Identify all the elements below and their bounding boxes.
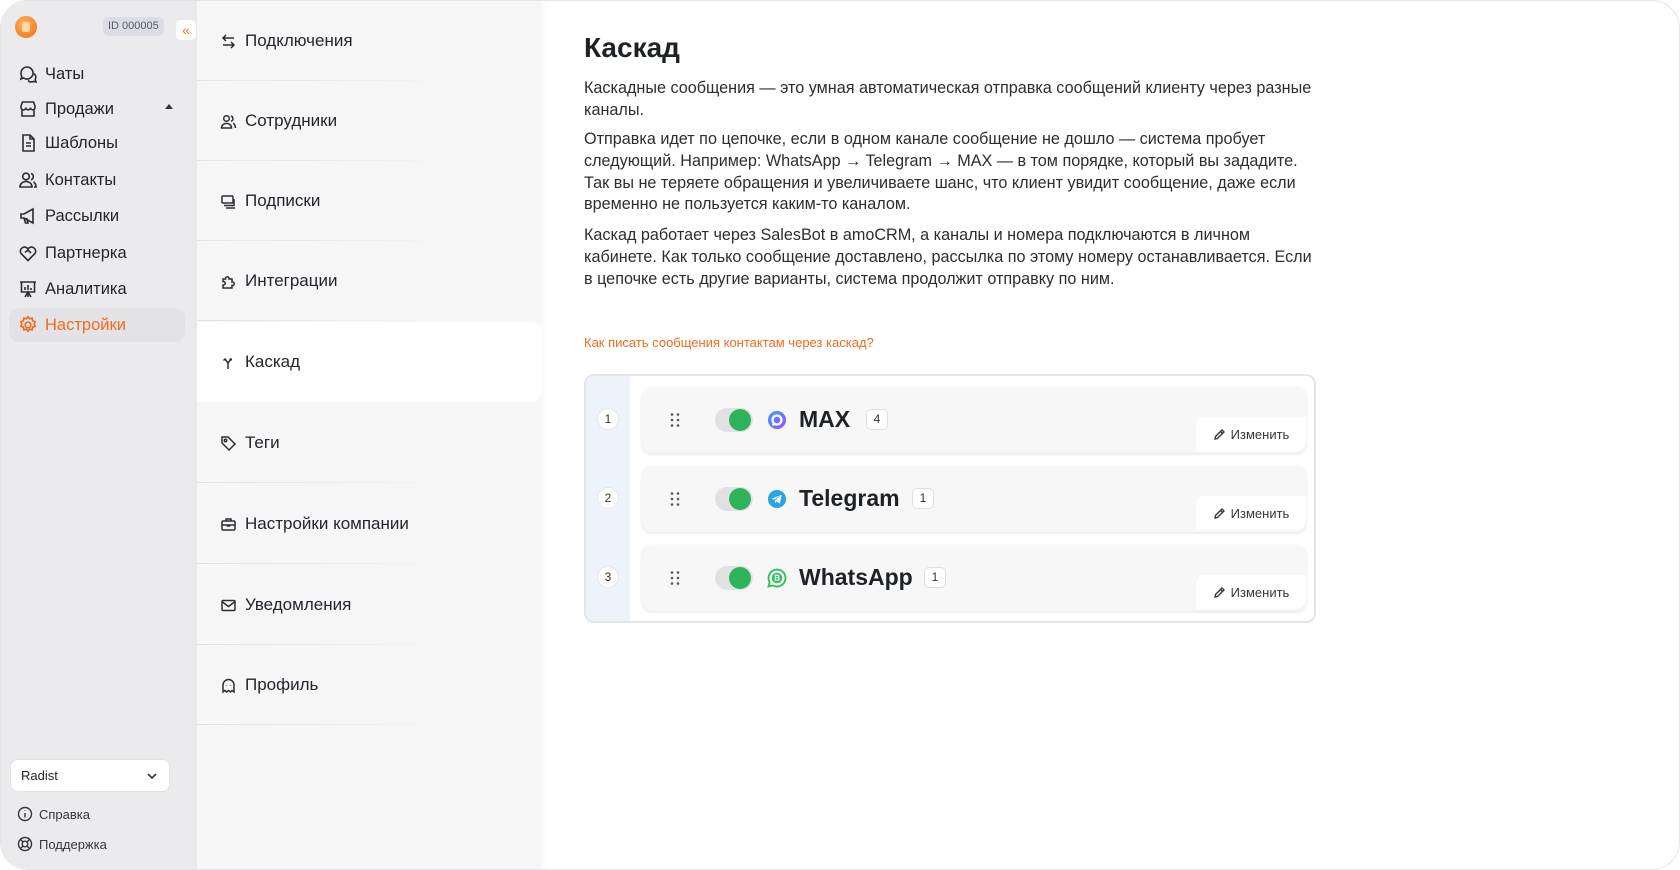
help-link[interactable] <box>17 804 90 824</box>
settings-item-label: Каскад <box>245 352 301 371</box>
sidebar-item-label: Аналитика <box>45 279 127 298</box>
page-title: Каскад <box>584 32 680 63</box>
step-number: 3 <box>597 566 619 588</box>
arrows-exchange-icon <box>219 32 237 50</box>
edit-channel-button[interactable] <box>1196 496 1306 530</box>
settings-item-label: Сотрудники <box>245 111 338 130</box>
sidebar-item-label: Шаблоны <box>45 133 118 152</box>
chevron-up-icon[interactable] <box>165 104 173 109</box>
channel-enabled-toggle[interactable] <box>715 408 753 432</box>
settings-item-cascade[interactable] <box>197 322 541 402</box>
settings-item-label: Интеграции <box>245 271 338 290</box>
step-number: 2 <box>597 487 619 509</box>
pencil-icon <box>1213 428 1226 441</box>
toggle-knob <box>729 567 751 589</box>
sidebar-item-label: Рассылки <box>45 206 120 225</box>
toggle-knob <box>729 409 751 431</box>
ghost-icon <box>219 676 237 694</box>
pencil-icon <box>1213 586 1226 599</box>
briefcase-icon <box>219 515 237 533</box>
settings-item-label: Теги <box>245 433 280 452</box>
step-number: 1 <box>597 408 619 430</box>
users-icon <box>17 169 39 191</box>
account-id-badge: ID 000005 <box>103 17 164 36</box>
sidebar-item-sales[interactable] <box>9 92 185 126</box>
sidebar-item-chats[interactable] <box>9 57 185 91</box>
settings-item-label: Профиль <box>245 675 319 694</box>
settings-item-label: Настройки компании <box>245 514 409 533</box>
edit-button-label: Изменить <box>1230 505 1290 521</box>
channel-name: Telegram <box>799 485 900 511</box>
sidebar-item-label: Чаты <box>45 64 85 83</box>
channel-card-max <box>642 387 1306 453</box>
channel-card-whatsapp <box>642 545 1306 611</box>
edit-channel-button[interactable] <box>1196 417 1306 451</box>
sidebar-item-label: Партнерка <box>45 243 127 262</box>
settings-item-notifications[interactable] <box>197 565 541 645</box>
settings-item-company[interactable] <box>197 484 541 564</box>
lifebuoy-icon <box>17 836 33 852</box>
intro-paragraph: Каскадные сообщения — это умная автоматическая отправка сообщений клиенту через разные каналы. <box>584 79 1312 119</box>
telegram-icon <box>767 489 787 509</box>
settings-item-label: Уведомления <box>245 595 352 614</box>
drag-handle-icon[interactable] <box>669 412 681 428</box>
channel-card-telegram <box>642 466 1306 532</box>
support-link[interactable] <box>17 834 107 854</box>
channel-name: MAX <box>799 406 851 432</box>
settings-item-label: Подписки <box>245 191 321 210</box>
megaphone-icon <box>17 205 39 227</box>
sidebar-item-label: Продажи <box>45 99 114 118</box>
collapse-sidebar-button[interactable]: « <box>175 19 197 41</box>
sidebar-item-settings[interactable] <box>9 308 185 342</box>
edit-button-label: Изменить <box>1230 584 1290 600</box>
gear-icon <box>17 314 39 336</box>
chat-icon <box>17 63 39 85</box>
settings-item-employees[interactable] <box>197 81 541 161</box>
app-logo[interactable] <box>15 16 37 38</box>
settings-item-tags[interactable] <box>197 403 541 483</box>
split-arrow-icon <box>219 353 237 371</box>
sidebar-item-partners[interactable] <box>9 236 185 270</box>
channel-count-badge: 1 <box>924 567 946 588</box>
edit-button-label: Изменить <box>1230 426 1290 442</box>
sidebar-item-analytics[interactable] <box>9 272 185 306</box>
pencil-icon <box>1213 507 1226 520</box>
users-icon <box>219 112 237 130</box>
settings-menu <box>197 1 541 870</box>
settings-item-subscriptions[interactable] <box>197 161 541 241</box>
mail-icon <box>219 596 237 614</box>
main-sidebar <box>1 1 197 870</box>
channel-name: WhatsApp <box>799 564 913 590</box>
settings-item-label: Подключения <box>245 31 353 50</box>
channel-enabled-toggle[interactable] <box>715 487 753 511</box>
tag-icon <box>219 434 237 452</box>
settings-item-integrations[interactable] <box>197 241 541 321</box>
help-link-label: Справка <box>39 806 90 822</box>
channel-enabled-toggle[interactable] <box>715 566 753 590</box>
cards-icon <box>219 192 237 210</box>
channel-count-badge: 1 <box>912 488 934 509</box>
sidebar-item-contacts[interactable] <box>9 163 185 197</box>
settings-item-profile[interactable] <box>197 645 541 725</box>
salesbot-paragraph: Каскад работает через SalesBot в amoCRM, а каналы и номера подключаются в личном кабинете. Как только сообщение доставлено, рассылка по этому номеру останавливается. Если в цепочке есть другие варианты, система продолжит отправку по ним. <box>584 226 1312 288</box>
chevron-down-icon <box>145 769 159 783</box>
cascade-help-link[interactable]: Как писать сообщения контактам через каскад? <box>584 335 874 350</box>
toggle-knob <box>729 488 751 510</box>
presentation-chart-icon <box>17 278 39 300</box>
workspace-select[interactable] <box>10 759 170 792</box>
sidebar-item-label: Контакты <box>45 170 117 189</box>
sidebar-item-mailings[interactable] <box>9 199 185 233</box>
workspace-select-value: Radist <box>21 768 58 783</box>
sidebar-item-label: Настройки <box>45 315 126 334</box>
settings-item-connections[interactable] <box>197 1 541 81</box>
info-icon <box>17 806 33 822</box>
chain-paragraph: Отправка идет по цепочке, если в одном канале сообщение не дошло — система пробует следующий. Например: WhatsApp → Telegram → MAX — в том порядке, который вы зададите. Так вы не теряете обращения и увеличиваете шанс, что клиент увидит сообщение, даже если временно не пользуется каким-то каналом. <box>584 130 1298 214</box>
drag-handle-icon[interactable] <box>669 491 681 507</box>
channel-count-badge: 4 <box>866 409 888 430</box>
handshake-heart-icon <box>17 242 39 264</box>
drag-handle-icon[interactable] <box>669 570 681 586</box>
document-icon <box>17 132 39 154</box>
puzzle-icon <box>219 272 237 290</box>
store-icon <box>17 98 39 120</box>
whatsapp-icon <box>767 568 787 588</box>
support-link-label: Поддержка <box>39 836 107 852</box>
sidebar-item-templates[interactable] <box>9 126 185 160</box>
edit-channel-button[interactable] <box>1196 575 1306 609</box>
cascade-chain <box>584 374 1316 623</box>
max-icon <box>767 410 787 430</box>
